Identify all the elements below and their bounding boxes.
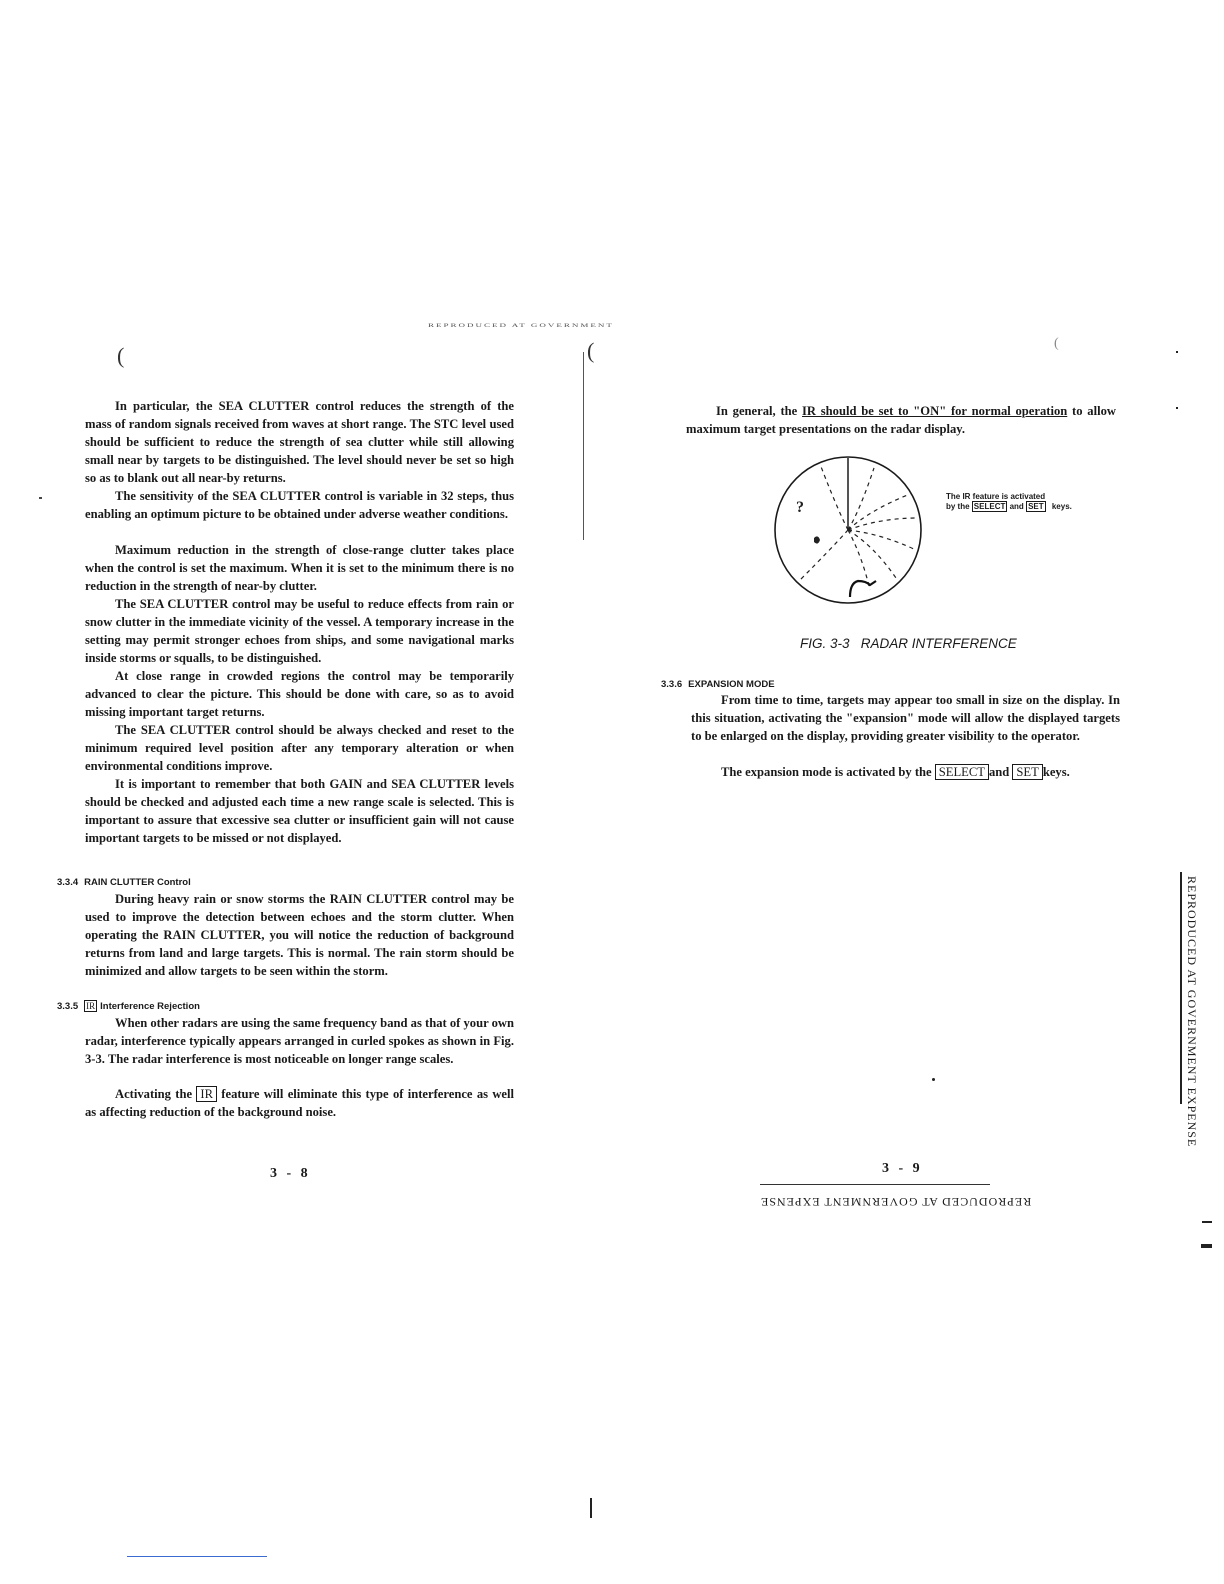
scan-mark-paren-right: ( xyxy=(1054,336,1059,351)
target-echo-mark: ? xyxy=(796,499,804,516)
text: and xyxy=(988,765,1010,779)
land-echo xyxy=(850,581,876,597)
inverted-stamp: REPRODUCED AT GOVERNMENT EXPENSE xyxy=(760,1195,1032,1209)
text: and xyxy=(1009,502,1024,511)
section-number: 3.3.5 xyxy=(57,1001,79,1012)
center-fold-tick xyxy=(590,1498,592,1518)
page-number-left: 3 - 8 xyxy=(270,1166,311,1181)
para-sea-clutter-3: Maximum reduction in the strength of close-range clutter takes place when the control is set the maximum. When it is set to the minimum there is no reduction in the strength of near-by clutter. xyxy=(85,543,514,593)
vertical-stamp-rule xyxy=(1180,872,1182,1104)
para-ir-general xyxy=(686,402,1116,438)
vertical-stamp: REPRODUCED AT GOVERNMENT EXPENSE xyxy=(1185,876,1199,1148)
speck xyxy=(1202,1221,1212,1223)
speck xyxy=(1201,1244,1212,1248)
speck xyxy=(1176,407,1178,409)
bottom-blue-rule xyxy=(127,1556,267,1557)
text: feature will eliminate this type of interference as well as affecting reduction of the background noise. xyxy=(85,1087,515,1119)
figure-note-line1: The IR feature is activated xyxy=(946,492,1046,501)
text: keys. xyxy=(1051,502,1072,511)
page-number-right: 3 - 9 xyxy=(882,1161,923,1176)
para-sea-clutter-7: It is important to remember that both GAIN and SEA CLUTTER levels should be checked and adjusted each time a new range scale is selected. This is important to assure that excessive sea clutter or insufficient gain will not cause important targets to be missed or not displayed. xyxy=(85,777,514,845)
radar-interference-figure xyxy=(770,450,930,610)
speck xyxy=(39,497,42,499)
section-heading-rain-clutter xyxy=(57,877,191,888)
set-key-label: SET xyxy=(1028,502,1044,511)
scan-mark-paren-left: ( xyxy=(117,343,125,368)
target-echo-blob xyxy=(814,536,820,543)
para-sea-clutter-1: In particular, the SEA CLUTTER control reduces the strength of the mass of random signals received from waves at short range. The STC level used should be sufficient to reduce the strength of sea clutter while still allowing small near by targets to be distinguished. The level should never be set so high so as to blank out all near-by returns. xyxy=(85,399,514,485)
ir-key-label: IR xyxy=(86,1001,96,1011)
section-number: 3.3.4 xyxy=(57,877,79,888)
para-sea-clutter-5: At close range in crowded regions the control may be temporarily advanced to clear the picture. This should be done with care, so as to avoid missing important target returns. xyxy=(85,669,514,719)
text: The expansion mode is activated by the xyxy=(721,765,932,779)
figure-caption: FIG. 3-3 RADAR INTERFERENCE xyxy=(800,636,1017,651)
para-sea-clutter-2: The sensitivity of the SEA CLUTTER control is variable in 32 steps, thus enabling an optimum picture to be obtained under adverse weather conditions. xyxy=(85,489,514,521)
select-key-label: SELECT xyxy=(973,502,1006,511)
para-interference-2 xyxy=(85,1085,514,1121)
speck xyxy=(1176,351,1178,353)
section-title: EXPANSION MODE xyxy=(688,679,775,690)
figure-note xyxy=(946,492,1072,512)
select-key-label: SELECT xyxy=(935,764,989,780)
text-underlined: IR should be set to "ON" for normal operation xyxy=(802,404,1068,418)
text: to allow maximum target presentations on the radar display. xyxy=(686,404,1116,436)
para-expansion-2 xyxy=(721,763,1121,781)
section-title: RAIN CLUTTER Control xyxy=(84,877,191,888)
text: Activating the xyxy=(115,1087,193,1101)
para-rain-clutter: During heavy rain or snow storms the RAIN CLUTTER control may be used to improve the detection between echoes and the storm clutter. When operating the RAIN CLUTTER, you will notice the reduction of background returns from land and large targets. This is normal. The rain storm should be minimized and allow targets to be seen within the storm. xyxy=(85,892,514,978)
set-key-label: SET xyxy=(1012,764,1042,780)
para-sea-clutter-4: The SEA CLUTTER control may be useful to reduce effects from rain or snow clutter in the immediate vicinity of the vessel. A temporary increase in the setting may permit stronger echoes from ships, and some navigational marks inside storms or squalls, to be distinguished. xyxy=(85,597,514,665)
figure-note-line2 xyxy=(946,502,1072,512)
footer-rule xyxy=(760,1184,990,1185)
para-sea-clutter-6: The SEA CLUTTER control should be always checked and reset to the minimum required level position after any temporary alteration or when environmental conditions improve. xyxy=(85,723,514,773)
text: keys. xyxy=(1042,765,1070,779)
text: In general, the xyxy=(716,404,798,418)
text: by the xyxy=(946,502,970,511)
ir-key-label: IR xyxy=(196,1086,217,1102)
section-heading-interference-rejection xyxy=(57,1001,200,1012)
para-expansion-1: From time to time, targets may appear too small in size on the display. In this situation, activating the "expansion" mode will allow the displayed targets to be enlarged on the display, providing greater visibility to the operator. xyxy=(691,693,1120,743)
interference-spokes xyxy=(800,464,918,590)
section-title: Interference Rejection xyxy=(100,1001,200,1012)
section-heading-expansion-mode xyxy=(661,679,775,690)
section-number: 3.3.6 xyxy=(661,679,683,690)
header-artifact: REPRODUCED AT GOVERNMENT xyxy=(428,322,614,328)
center-fold-line xyxy=(583,352,584,540)
para-interference-1: When other radars are using the same frequency band as that of your own radar, interference typically appears arranged in curled spokes as shown in Fig. 3-3. The radar interference is most noticeable on longer range scales. xyxy=(85,1016,514,1066)
speck xyxy=(932,1078,935,1081)
scan-mark-paren-center: ( xyxy=(587,338,595,363)
